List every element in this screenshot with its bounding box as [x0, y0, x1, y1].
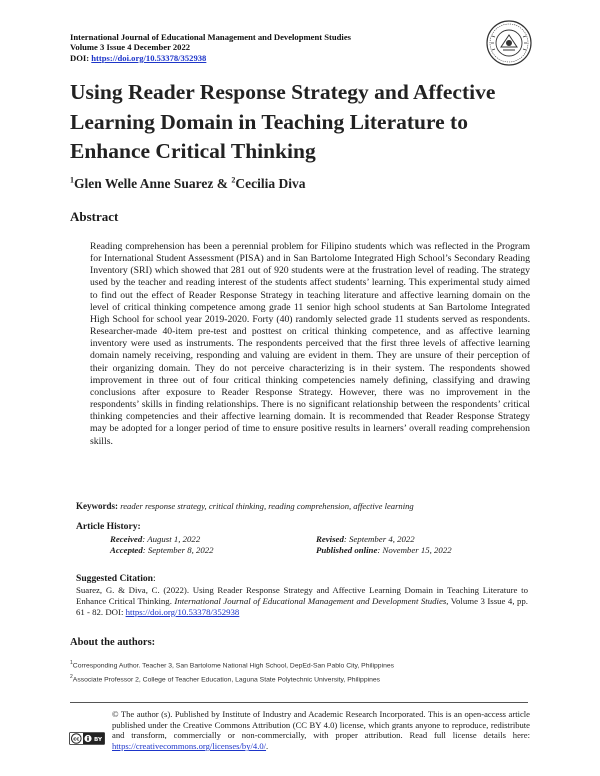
history-published	[316, 545, 452, 556]
revised-label: Revised	[316, 534, 344, 544]
keywords-text: reader response strategy, critical thinking, reading comprehension, affective learning	[120, 501, 414, 511]
doi-label: DOI:	[70, 52, 90, 63]
publisher-seal-icon	[486, 20, 532, 66]
author-line	[70, 176, 306, 192]
keywords-label: Keywords:	[76, 501, 118, 511]
citation-heading-text: Suggested Citation	[76, 573, 154, 584]
history-right-col	[316, 534, 452, 556]
author-1-sup: 1	[70, 175, 74, 185]
keywords-line	[76, 501, 536, 511]
license-end: .	[266, 741, 269, 752]
journal-header	[70, 32, 351, 63]
accepted-label: Accepted	[110, 545, 143, 555]
abstract-body: Reading comprehension has been a perennial problem for Filipino students which was reflected in the Program for International Student Assessment (PISA) and in San Bartolome Integrated High School’s Secondary Reading Inventory (SRI) which showed that 281 out of 920 students were at the frustration level of reading. The strategy used by the teacher and reading interest of the students affect students’ learning. This experimental study aimed to find out the effect of Reader Response Strategy in teaching literature and affective learning domain on the level of critical thinking competence among grade 11 senior high school students at San Bartolome Integrated High School for school year 2019-2020. Forty (40) randomly selected grade 11 students served as respondents. Researcher-made 40-item pre-test and posttest on critical thinking competence, and as affective learning inventory were used as instruments. The respondents perceived that the first three levels of affective learning domain namely receiving, responding and valuing are evident in them. They are unsure of their perception of their organizing domain. They do not perceive characterizing is in their system. The respondents showed improvement in three out of four critical thinking competencies namely defining, classifying and drawing conclusions after exposure to Reader Response Strategy. However, there was no improvement in the respondents’ skills in finding relationships. There is no significant relationship between the respondents’ critical thinking competencies and their affective learning domain. It is recommended that Reader Response Strategy may be adopted for a longer period of time to ensure positive results in learners’ overall reading comprehension skills.	[90, 241, 530, 447]
revised-value: : September 4, 2022	[343, 534, 415, 544]
article-history-heading: Article History:	[76, 521, 141, 532]
license-text: © The author (s). Published by Institute of Industry and Academic Research Incorporated. This is an open-access article published under the Creative Commons Attribution (CC BY 4.0) license, which grants anyone to reproduce, redistribute and transform, commercially or non-commercially, with proper attribution. Read full license details here:	[112, 709, 530, 741]
affiliation-2	[70, 674, 380, 683]
journal-volume: Volume 3 Issue 4 December 2022	[70, 42, 191, 53]
affiliation-1-text: Corresponding Author. Teacher 3, San Bartolome National High School, DepEd-San Pablo City, Philippines	[72, 662, 395, 670]
affiliation-1	[70, 660, 394, 669]
citation-heading-colon: :	[153, 573, 156, 584]
paper-title: Using Reader Response Strategy and Affective Learning Domain in Teaching Literature to Enhance Critical Thinking	[70, 80, 496, 163]
citation-journal: International Journal of Educational Management and Development Studies	[174, 595, 447, 606]
license-notice	[112, 709, 530, 752]
citation-doi-link[interactable]: https://doi.org/10.53378/352938	[125, 606, 240, 617]
history-accepted	[110, 545, 214, 556]
citation-text	[76, 585, 528, 617]
license-link[interactable]: https://creativecommons.org/licenses/by/4.0/	[112, 741, 267, 752]
doi-link[interactable]: https://doi.org/10.53378/352938	[91, 52, 207, 63]
footer-divider	[70, 702, 528, 703]
author-separator: &	[213, 176, 232, 191]
published-label: Published online	[316, 545, 378, 555]
affiliation-2-sup: 2	[70, 674, 73, 680]
journal-doi	[70, 53, 351, 63]
cc-by-license-icon	[69, 732, 105, 745]
abstract-heading: Abstract	[70, 209, 119, 224]
citation-part-b: , Volume 3 Issue 4, pp. 61 - 82. DOI:	[76, 595, 528, 617]
history-left-col	[110, 534, 214, 556]
affiliation-2-text: Associate Professor 2, College of Teacher Education, Laguna State Polytechnic University, Philippines	[72, 676, 381, 684]
author-1-name: Glen Welle Anne Suarez	[74, 176, 214, 191]
author-2-sup: 2	[231, 175, 236, 185]
accepted-value: : September 8, 2022	[142, 545, 214, 555]
about-authors-heading: About the authors:	[70, 637, 156, 648]
citation-part-a: Suarez, G. & Diva, C. (2022). Using Reader Response Strategy and Affective Learning Domain in Teaching Literature to Enhance Critical Thinking.	[76, 585, 528, 606]
author-2-name: Cecilia Diva	[235, 176, 306, 191]
citation-heading	[76, 573, 156, 584]
affiliation-1-sup: 1	[70, 660, 73, 666]
published-value: : November 15, 2022	[377, 545, 452, 555]
svg-text:BY: BY	[93, 736, 103, 743]
received-value: : August 1, 2022	[142, 534, 201, 544]
history-received	[110, 534, 214, 545]
journal-name: International Journal of Educational Management and Development Studies	[70, 32, 351, 42]
history-revised	[316, 534, 452, 545]
svg-text:cc: cc	[73, 736, 80, 743]
received-label: Received	[110, 534, 143, 544]
